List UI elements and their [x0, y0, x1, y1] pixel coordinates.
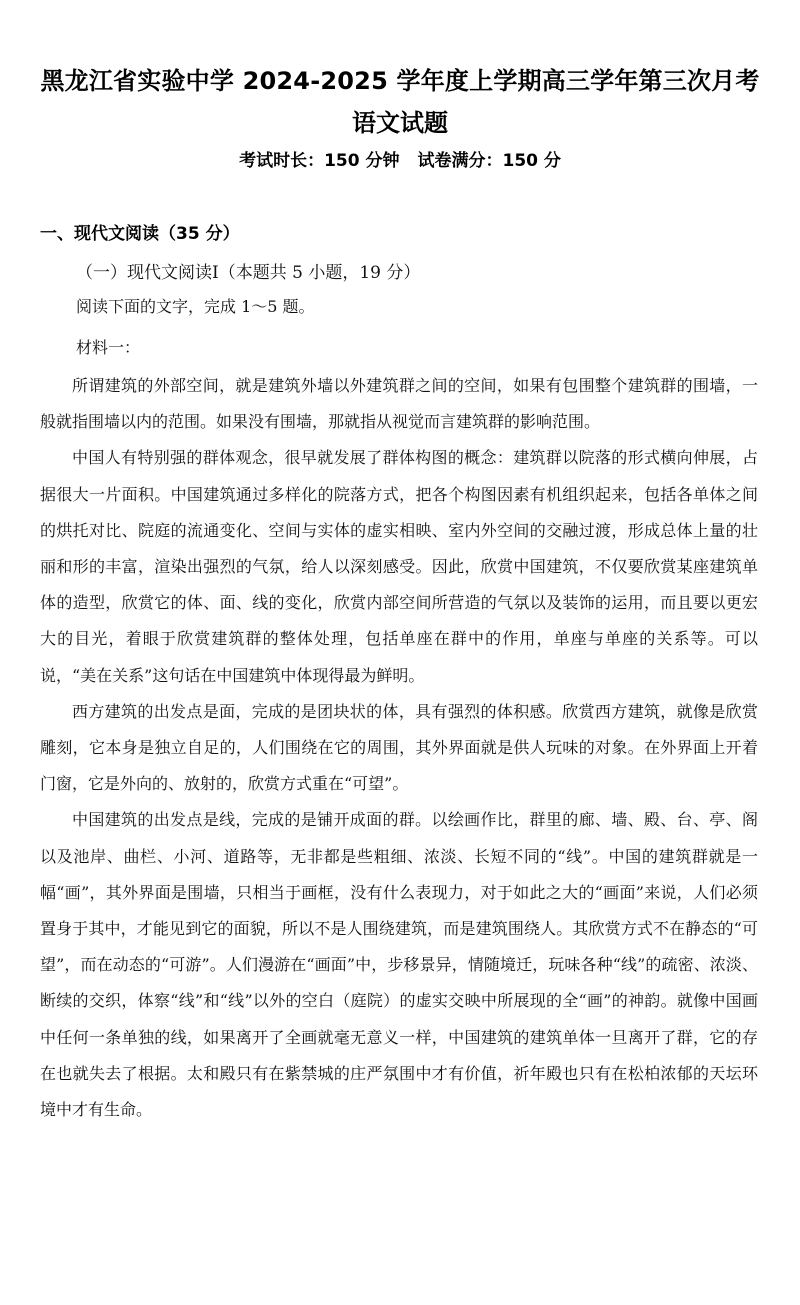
passage-paragraph: 所谓建筑的外部空间，就是建筑外墙以外建筑群之间的空间，如果有包围整个建筑群的围墙，一般就指围墙以内的范围。如果没有围墙，那就指从视觉而言建筑群的影响范围。 — [40, 376, 758, 432]
passage-body — [40, 368, 758, 1128]
exam-full-score: 试卷满分：150 分 — [417, 151, 561, 171]
subject-title: 语文试题 — [352, 109, 448, 137]
section-heading: 一、现代文阅读（35 分） — [40, 224, 240, 244]
exam-info — [0, 146, 800, 171]
passage-paragraph: 中国人有特别强的群体观念，很早就发展了群体构图的概念：建筑群以院落的形式横向伸展，占据很大一片面积。中国建筑通过多样化的院落方式，把各个构图因素有机组织起来，包括各单体之间的烘托对比、院庭的流通变化、空间与实体的虚实相映、室内外空间的交融过渡，形成总体上量的壮丽和形的丰富，渲染出强烈的气氛，给人以深刻感受。因此，欣赏中国建筑，不仅要欣赏某座建筑单体的造型，欣赏它的体、面、线的变化，欣赏内部空间所营造的气氛以及装饰的运用，而且要以更宏大的目光，着眼于欣赏建筑群的整体处理，包括单座在群中的作用，单座与单座的关系等。可以说，“美在关系”这句话在中国建筑中体现得最为鲜明。 — [40, 448, 758, 685]
exam-duration: 考试时长：150 分钟 — [239, 151, 400, 171]
material-label: 材料一： — [76, 338, 141, 357]
sub-section-heading: （一）现代文阅读Ⅰ（本题共 5 小题，19 分） — [76, 263, 421, 283]
passage-paragraph: 西方建筑的出发点是面，完成的是团块状的体，具有强烈的体积感。欣赏西方建筑，就像是欣赏雕刻，它本身是独立自足的，人们围绕在它的周围，其外界面就是供人玩味的对象。在外界面上开着门窗，它是外向的、放射的，欣赏方式重在“可望”。 — [40, 701, 758, 794]
passage-paragraph: 中国建筑的出发点是线，完成的是铺开成面的群。以绘画作比，群里的廊、墙、殿、台、亭、阁以及池岸、曲栏、小河、道路等，无非都是些粗细、浓淡、长短不同的“线”。中国的建筑群就是一幅“画”，其外界面是围墙，只相当于画框，没有什么表现力，对于如此之大的“画面”来说，人们必须置身于其中，才能见到它的面貌，所以不是人围绕建筑，而是建筑围绕人。其欣赏方式不在静态的“可望”，而在动态的“可游”。人们漫游在“画面”中，步移景异，情随境迁，玩味各种“线”的疏密、浓淡、断续的交织，体察“线”和“线”以外的空白（庭院）的虚实交映中所展现的全“画”的神韵。就像中国画中任何一条单独的线，如果离开了全画就毫无意义一样，中国建筑的建筑单体一旦离开了群，它的存在也就失去了根据。太和殿只有在紫禁城的庄严氛围中才有价值，祈年殿也只有在松柏浓郁的天坛环境中才有生命。 — [40, 810, 758, 1120]
reading-instruction: 阅读下面的文字，完成 1～5 题。 — [76, 297, 315, 316]
exam-title: 黑龙江省实验中学 2024-2025 学年度上学期高三学年第三次月考 — [40, 67, 760, 95]
